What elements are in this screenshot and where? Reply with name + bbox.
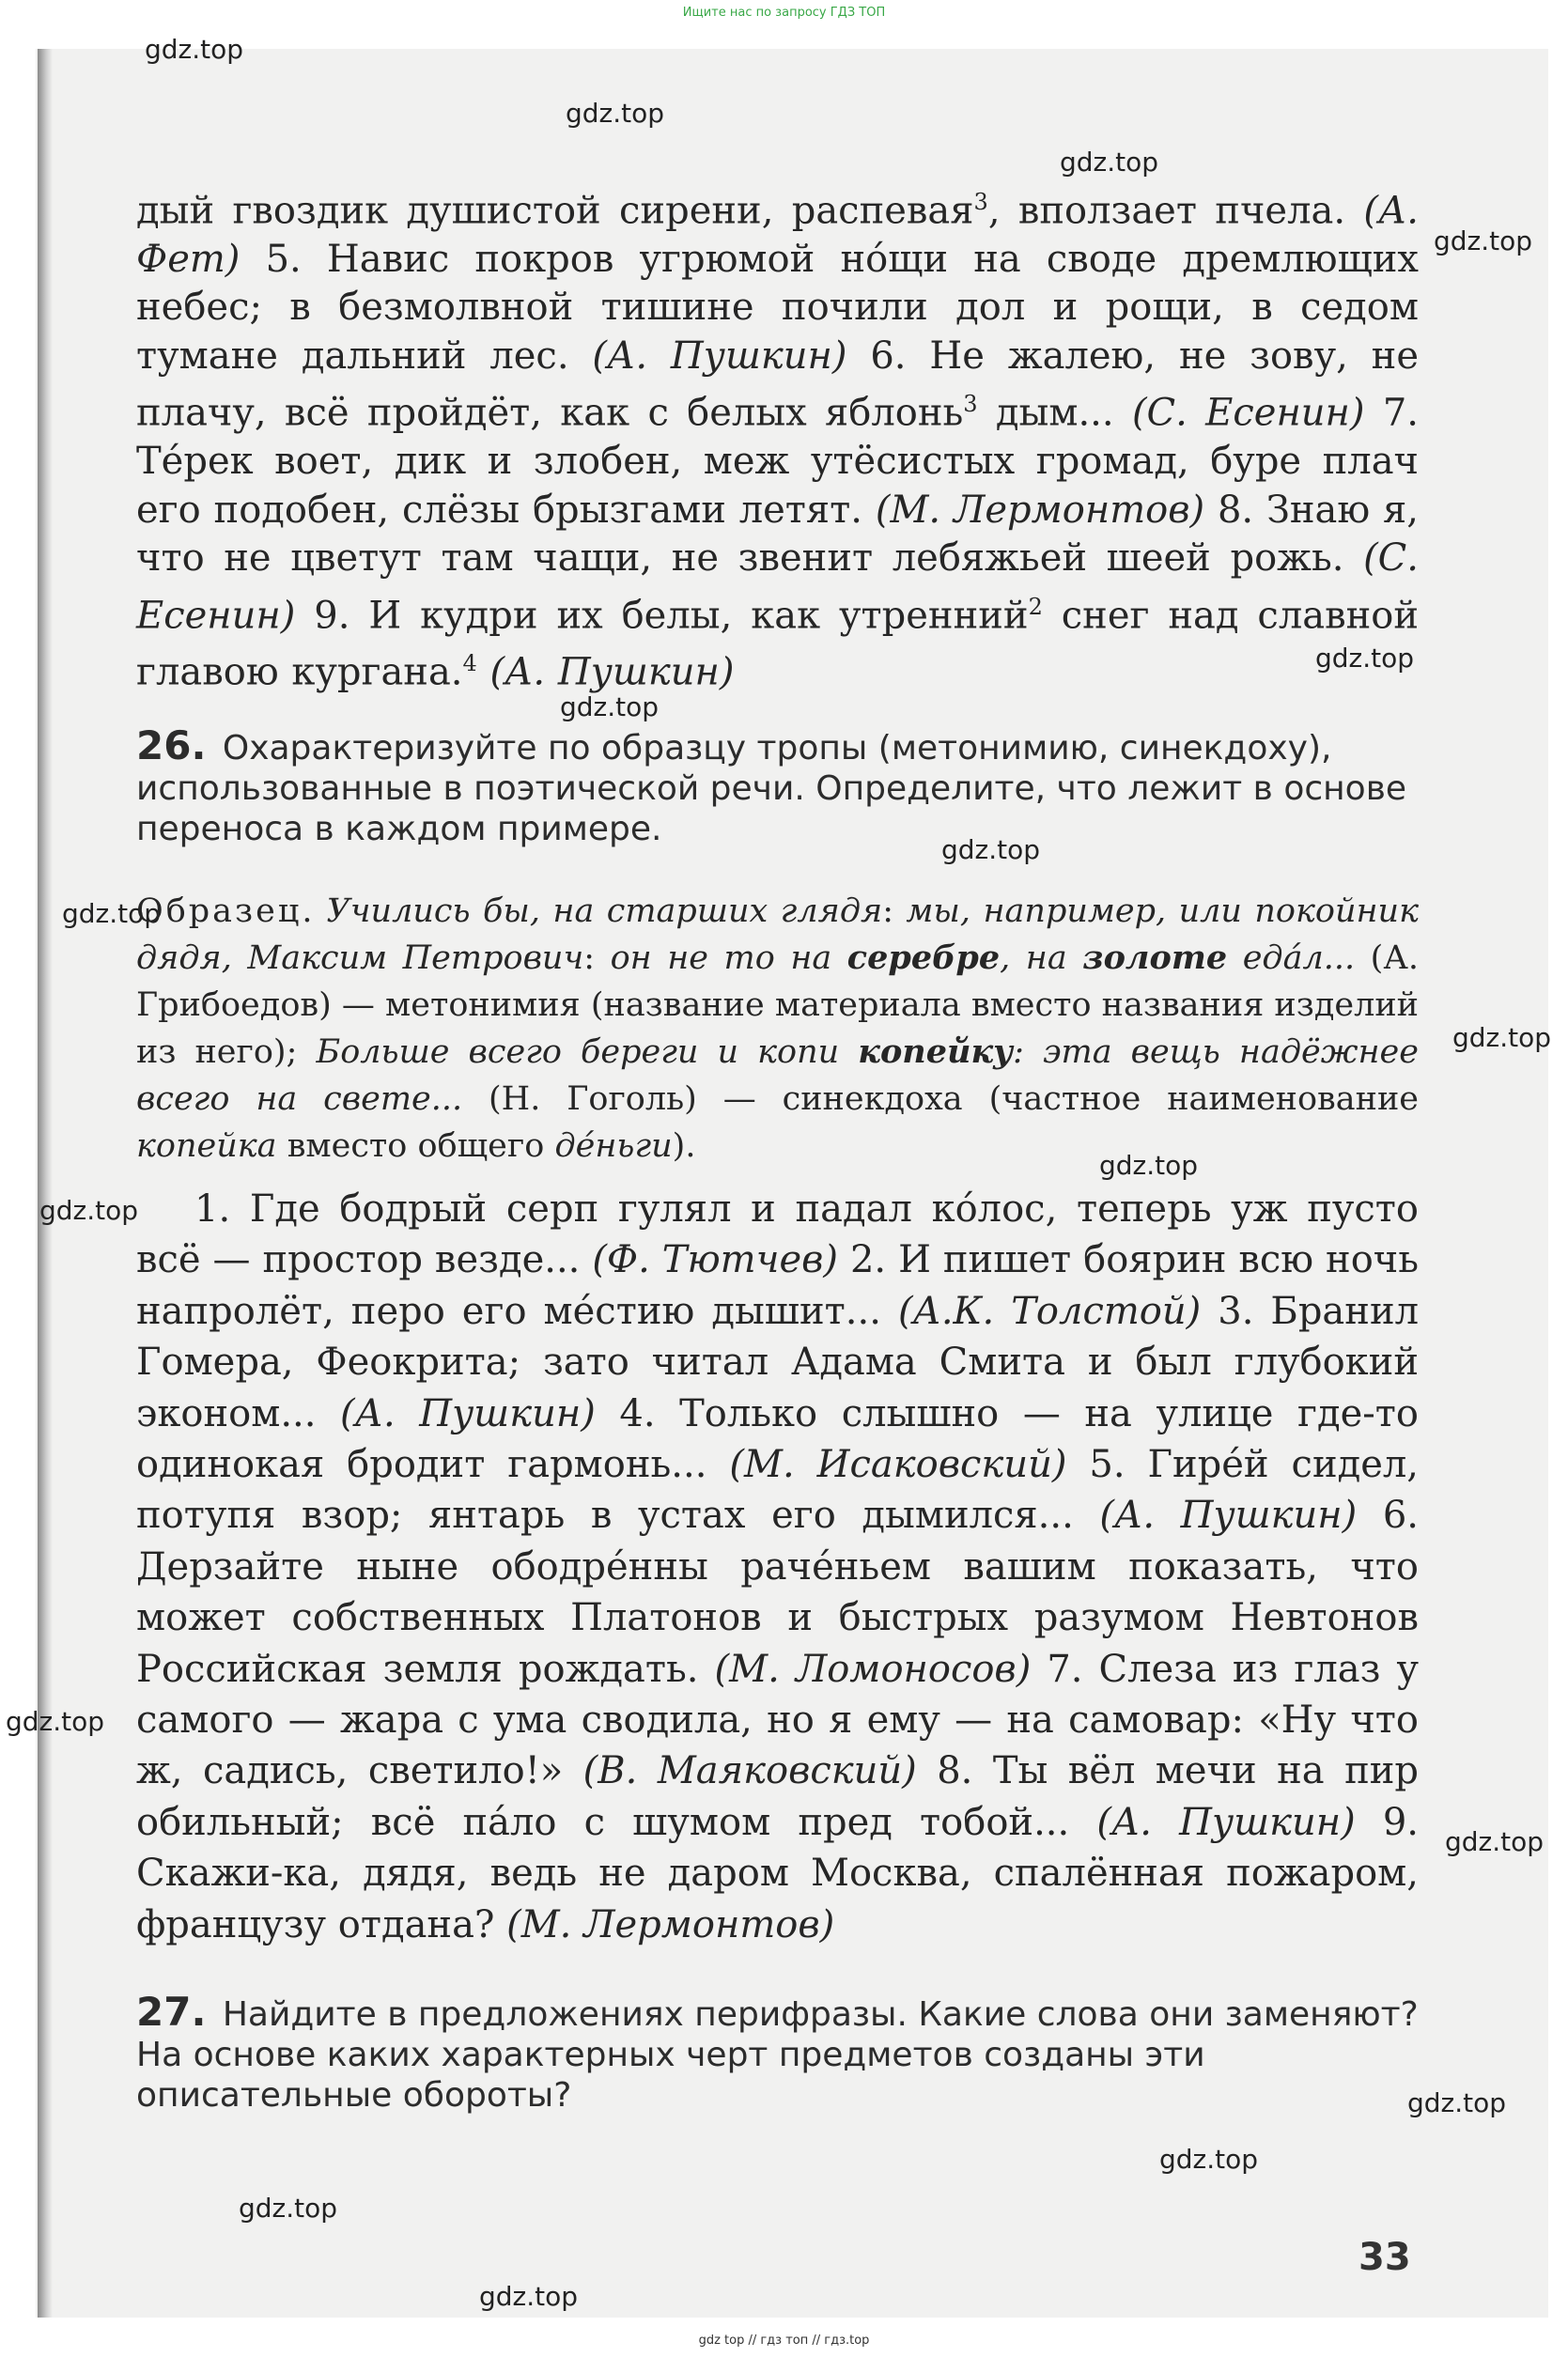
exercise-27-task: 27. Найдите в предложениях перифразы. Какие слова они заменяют? На основе каких характерных черт предметов созданы эти описательные обороты? — [136, 1989, 1419, 2115]
watermark: gdz.top — [1099, 1150, 1199, 1181]
watermark: gdz.top — [941, 834, 1041, 865]
watermark: gdz.top — [479, 2281, 579, 2312]
watermark: gdz.top — [62, 898, 162, 929]
watermark: gdz.top — [145, 34, 244, 65]
watermark: gdz.top — [560, 691, 660, 722]
exercise-26-items: 1. Где бодрый серп гулял и падал кóлос, теперь уж пусто всё — простор везде... (Ф. Тютчев) 2. И пишет боярин всю ночь напролёт, перо его мéстию дышит... (А.К. Толстой) 3. Бранил Гомера, Феокрита; зато читал Адама Смита и был глубокий эконом... (А. Пушкин) 4. Только слышно — на улице где-то одинокая бродит гармонь... (М. Исаковский) 5. Гирéй сидел, потупя взор; янтарь в устах его дымился... (А. Пушкин) 6. Дерзайте ныне ободрéнны рачéньем вашим показать, что может собственных Платонов и быстрых разумом Невтонов Российская земля рождать. (М. Ломоносов) 7. Слеза из глаз у самого — жара с ума сводила, но я ему — на самовар: «Ну что ж, садись, светило!» (В. Маяковский) 8. Ты вёл мечи на пир обильный; всё пáло с шумом пред тобой... (А. Пушкин) 9. Скажи-ка, дядя, ведь не даром Москва, спалённая пожаром, французу отдана? (М. Лермонтов) — [136, 1187, 1420, 1946]
watermark: gdz.top — [1159, 2144, 1259, 2175]
exercise-26-task: 26. Охарактеризуйте по образцу тропы (метонимию, синекдоху), использованные в поэтической речи. Определите, что лежит в основе переноса в каждом примере. — [136, 722, 1407, 848]
watermark: gdz.top — [1060, 147, 1159, 178]
watermark: gdz.top — [1407, 2087, 1507, 2118]
exercise-25-continuation: дый гвоздик душистой сирени, распевая$^3$, вползает пчела. (А. Фет) 5. Навис покров угрюмой нóщи на своде дремлющих небес; в безмолвной тишине почили дол и рощи, в седом тумане дальний лес. (А. Пушкин) 6. Не жалею, не зову, не плачу, всё пройдёт, как с белых яблонь$^3$ дым... (С. Есенин) 7. Тéрек воет, дик и злобен, меж утёсистых громад, буре плач его подобен, слёзы брызгами летят. (М. Лермонтов) 8. Знаю я, что не цветут там чащи, не звенит лебяжьей шеей рожь. (С. Есенин) 9. И кудри их белы, как утренний$^2$ снег над славной главою кургана.$^4$ (А. Пушкин) — [136, 189, 1420, 694]
watermark: gdz.top — [1445, 1826, 1545, 1857]
watermark: gdz.top — [239, 2193, 338, 2224]
watermark: gdz.top — [6, 1706, 105, 1737]
header-note[interactable]: Ищите нас по запросу ГДЗ ТОП — [682, 6, 886, 20]
page-number: 33 — [1358, 2236, 1411, 2279]
watermark: gdz.top — [1452, 1022, 1552, 1053]
exercise-number: 26. — [136, 722, 207, 768]
exercise-number: 27. — [136, 1989, 207, 2035]
watermark: gdz.top — [39, 1195, 139, 1226]
page-binding-shadow — [38, 49, 53, 2318]
footer-note[interactable]: gdz top // гдз топ // гдз.top — [698, 2334, 870, 2348]
exercise-26-sample: Образец. Учились бы, на старших глядя: мы, например, или покойник дядя, Максим Петрович: он не то на серебре, на золоте едáл... (А. Грибоедов) — метонимия (название материала вместо названия изделий из него); Больше всего береги и копи копейку: эта вещь надёжнее всего на свете... (Н. Гоголь) — синекдоха (частное наименование копейка вместо общего дéньги). — [136, 892, 1419, 1165]
watermark: gdz.top — [566, 98, 665, 129]
watermark: gdz.top — [1434, 225, 1533, 256]
watermark: gdz.top — [1315, 643, 1415, 674]
